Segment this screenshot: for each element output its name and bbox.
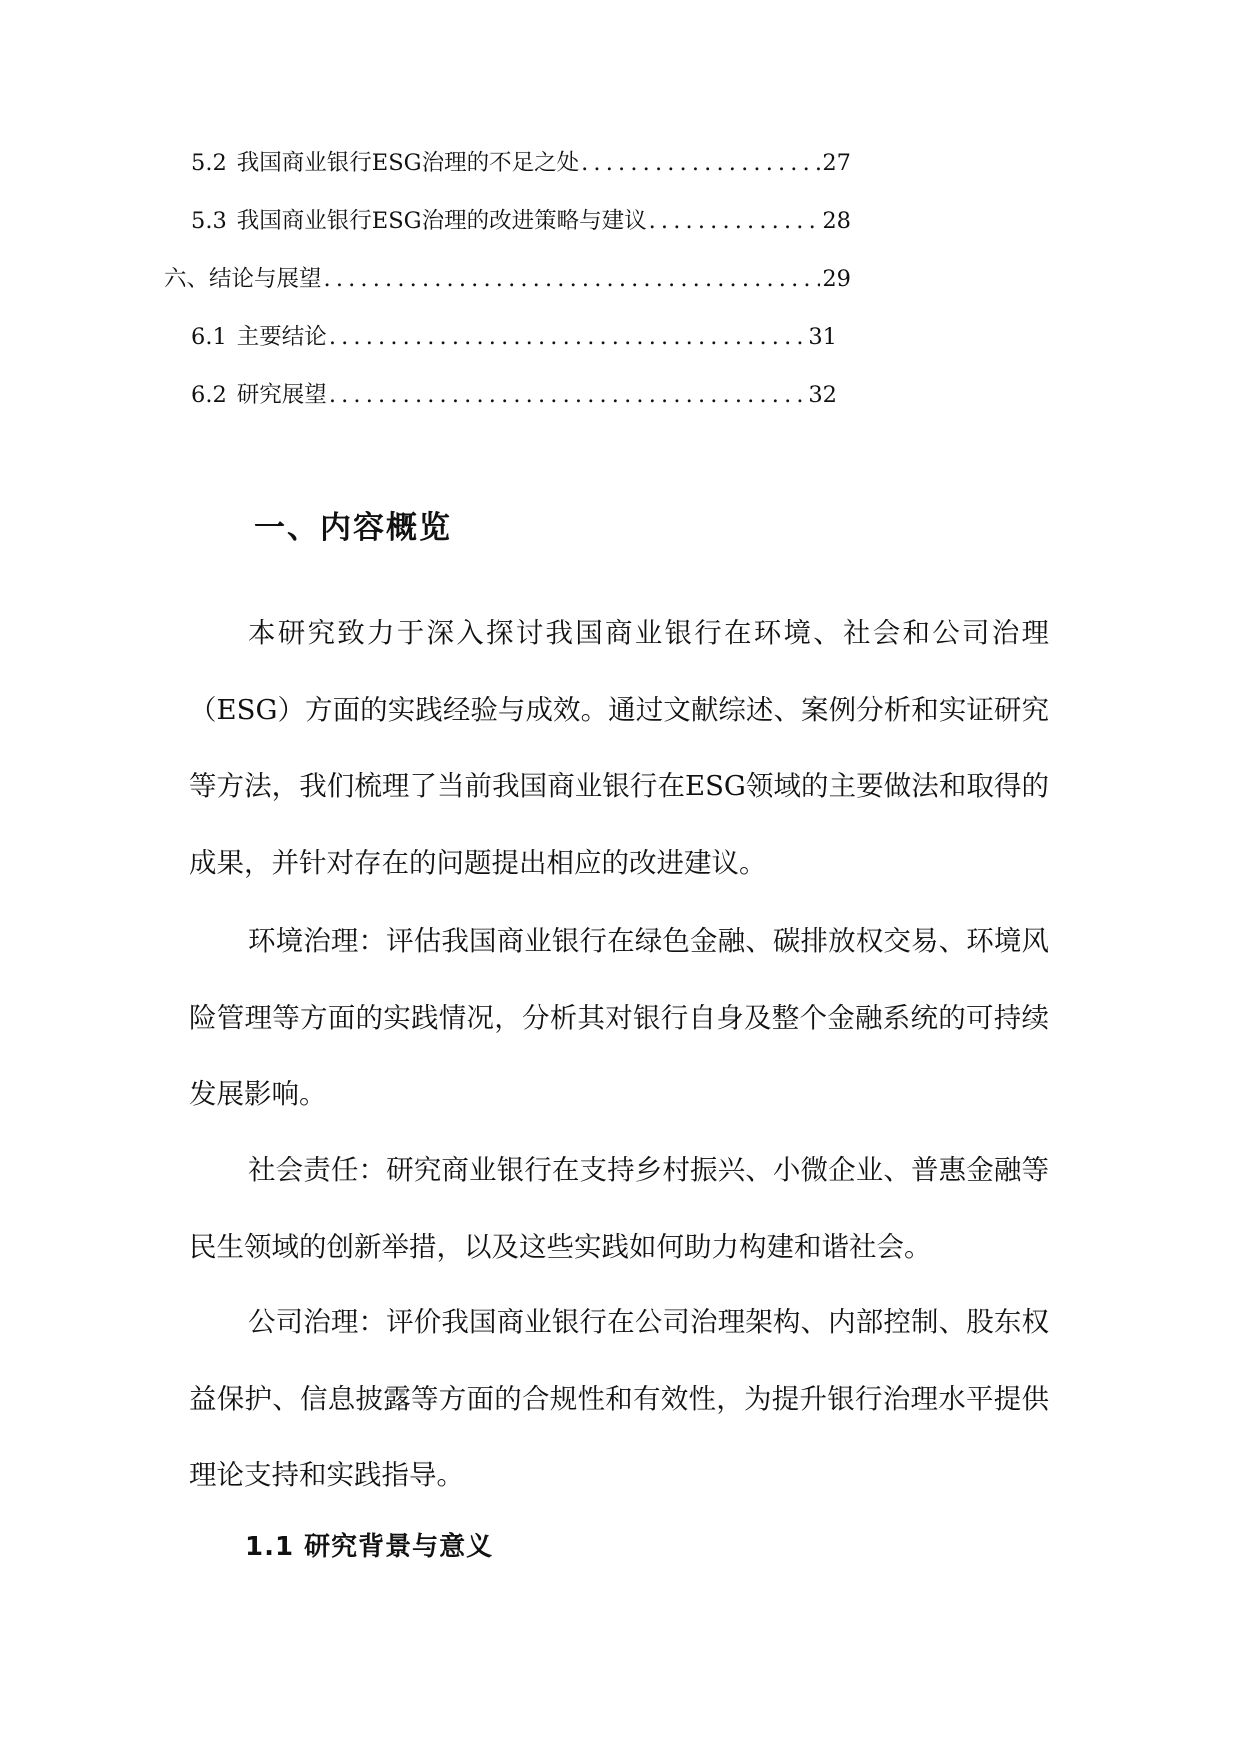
toc-leader [329,380,807,410]
toc-entry[interactable] [191,206,851,236]
toc-number: 6.1 [191,324,227,350]
toc-title: 我国商业银行ESG治理的不足之处 [236,150,580,176]
toc-title: 我国商业银行ESG治理的改进策略与建议 [236,208,647,234]
body-paragraph: 环境治理：评估我国商业银行在绿色金融、碳排放权交易、环境风险管理等方面的实践情况，分析其对银行自身及整个金融系统的可持续发展影响。 [189,925,1049,1110]
subsection-heading: 1.1 研究背景与意义 [245,1532,494,1562]
toc-entry[interactable] [191,322,837,352]
toc-page-number: 29 [822,266,851,292]
toc-page-number: 28 [822,208,851,234]
toc-page-number: 31 [808,324,837,350]
toc-leader [329,322,807,352]
toc-number: 5.3 [191,208,227,234]
toc-entry[interactable] [164,264,851,294]
body-paragraph: 公司治理：评价我国商业银行在公司治理架构、内部控制、股东权益保护、信息披露等方面的合规性和有效性，为提升银行治理水平提供理论支持和实践指导。 [189,1306,1049,1491]
body-paragraph: 社会责任：研究商业银行在支持乡村振兴、小微企业、普惠金融等民生领域的创新举措，以及这些实践如何助力构建和谐社会。 [189,1154,1049,1263]
toc-entry[interactable] [191,148,851,178]
toc-title: 研究展望 [236,382,327,408]
toc-number: 5.2 [191,150,227,176]
toc-number: 6.2 [191,382,227,408]
toc-page-number: 32 [808,382,837,408]
toc-leader [649,206,821,236]
body-paragraph: 本研究致力于深入探讨我国商业银行在环境、社会和公司治理（ESG）方面的实践经验与成效。通过文献综述、案例分析和实证研究等方法，我们梳理了当前我国商业银行在ESG领域的主要做法和取得的成果，并针对存在的问题提出相应的改进建议。 [189,617,1049,879]
toc-entry[interactable] [191,380,837,410]
toc-page-number: 27 [822,150,851,176]
toc-title: 主要结论 [236,324,327,350]
section-heading: 一、内容概览 [254,510,452,546]
toc-title: 六、结论与展望 [164,266,322,292]
toc-leader [324,264,821,294]
toc-leader [581,148,820,178]
